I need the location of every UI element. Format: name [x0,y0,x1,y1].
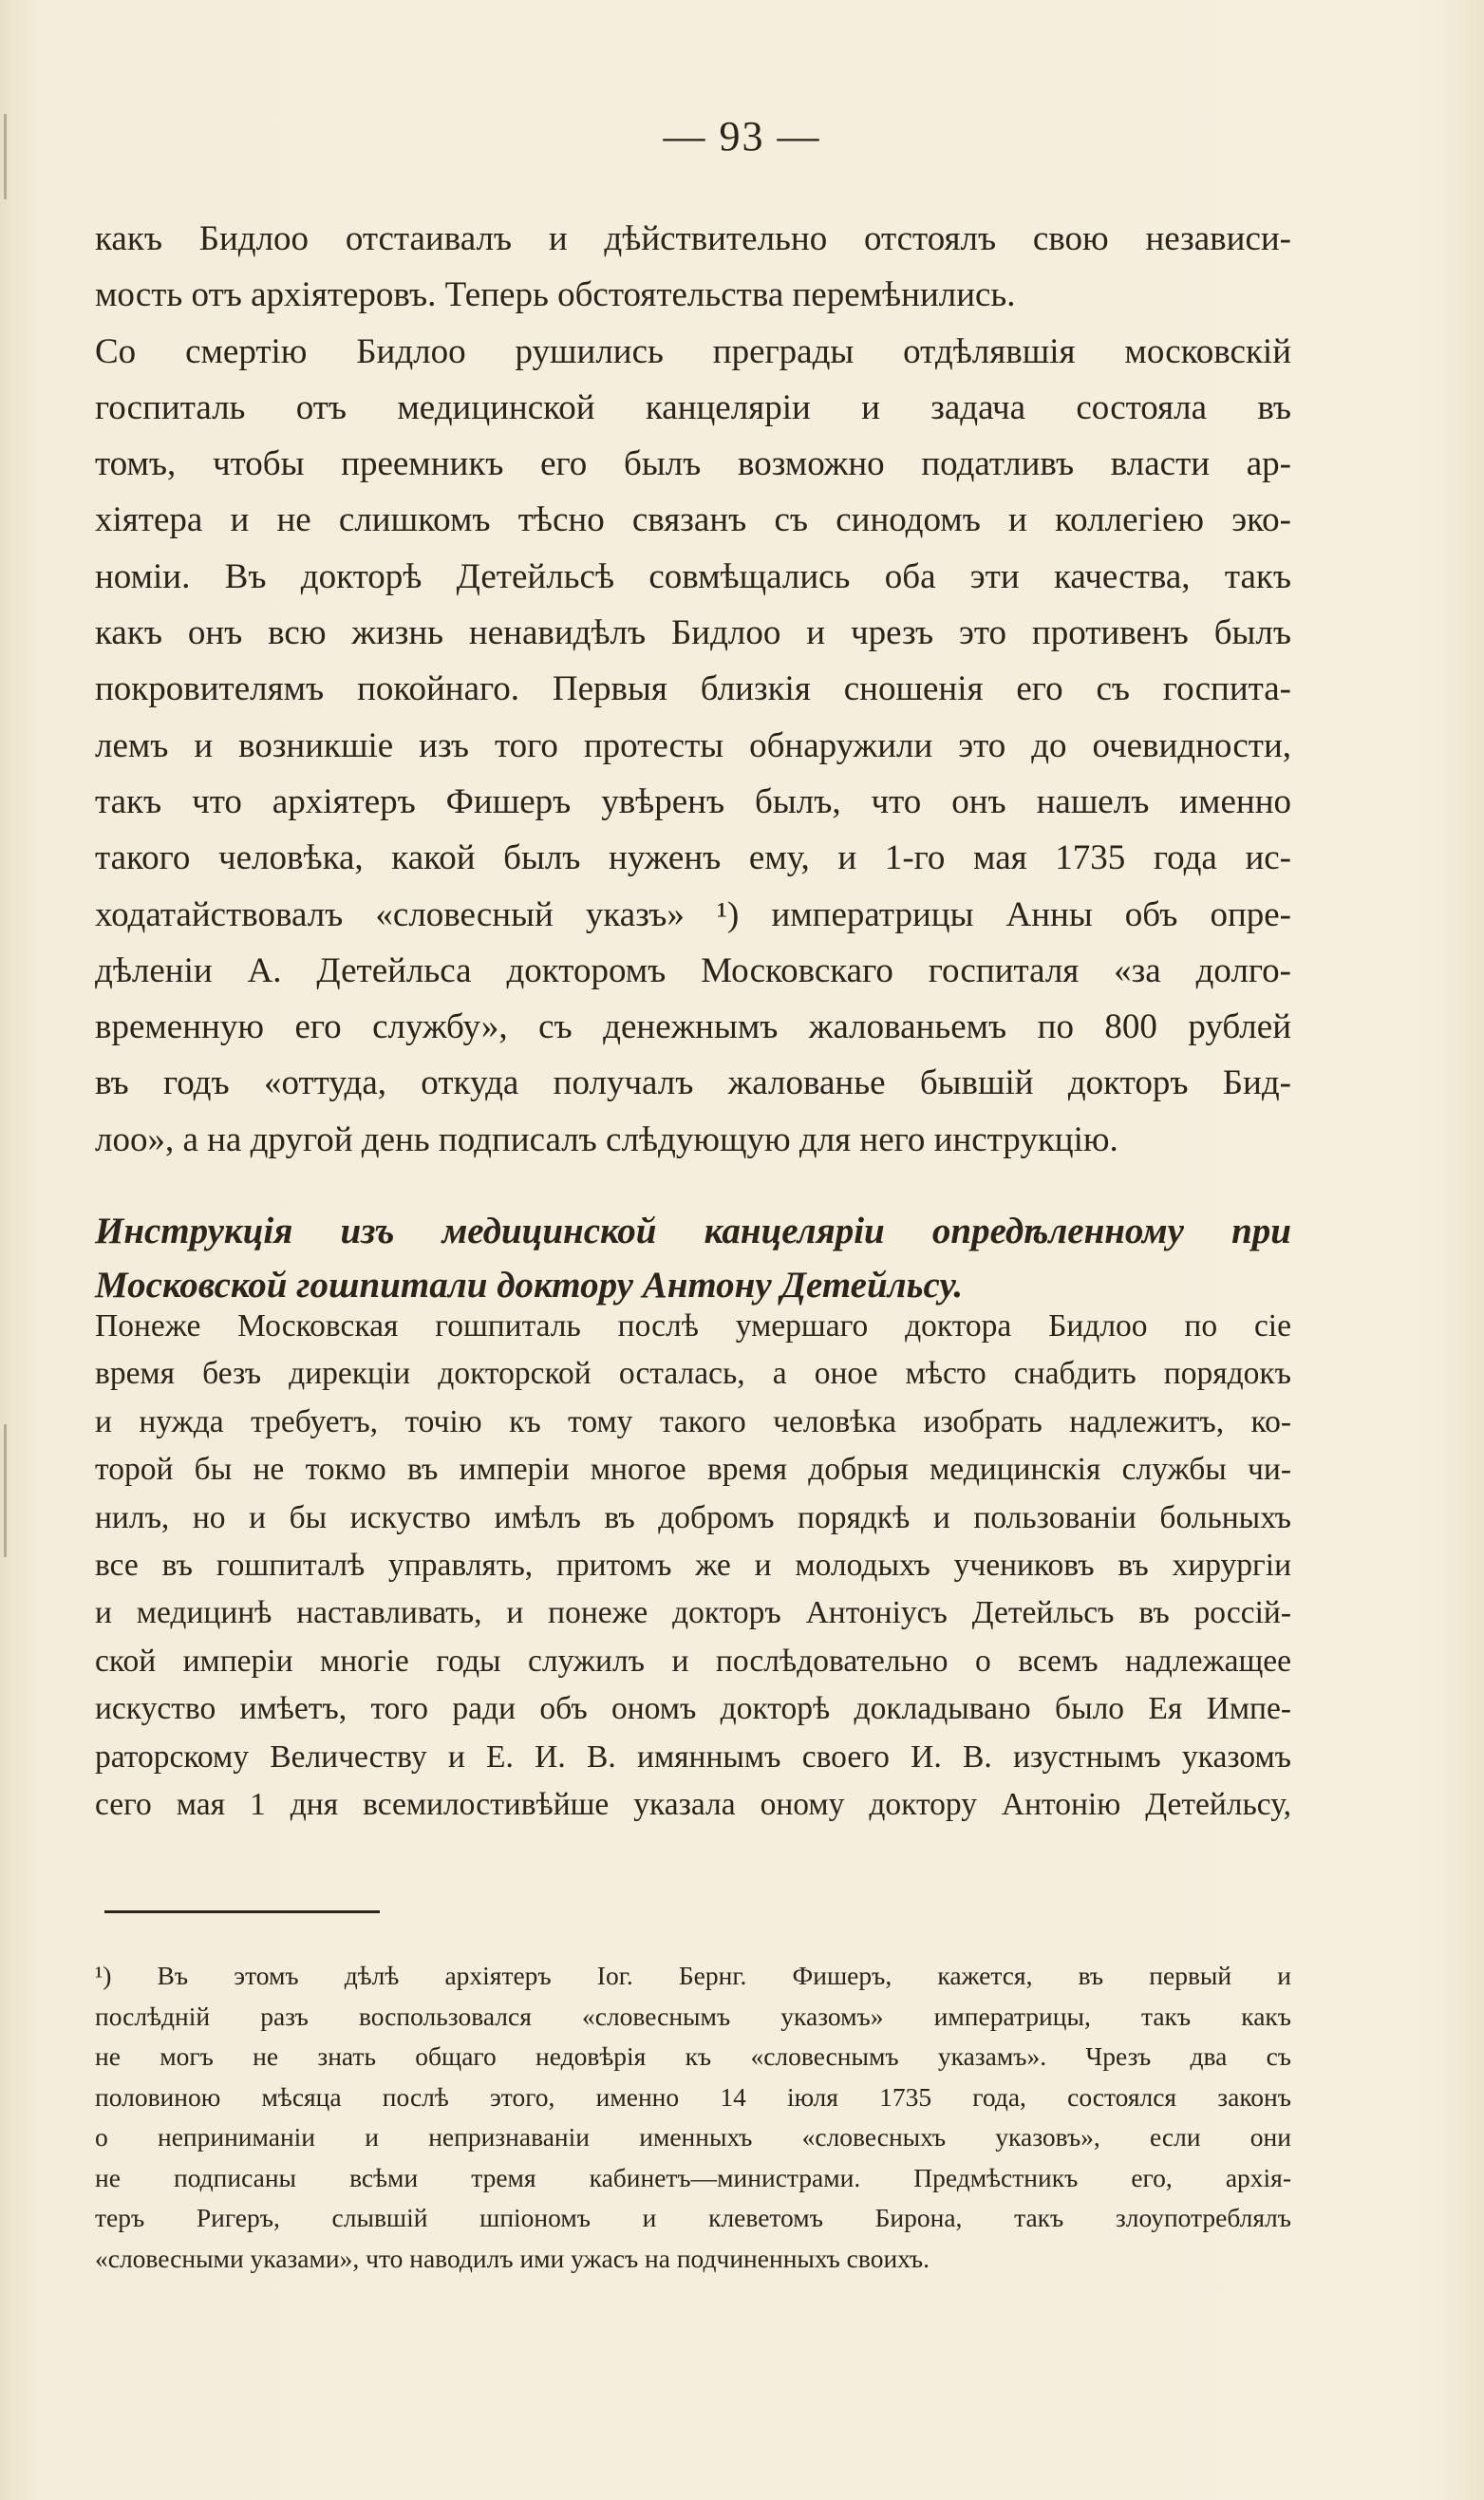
text-line: нилъ, но и бы искуство имѣлъ въ добромъ порядкѣ и пользованіи больныхъ [95,1499,1291,1535]
text-line: сего мая 1 дня всемилостивѣйше указала оному доктору Антонію Детейльсу, [95,1786,1291,1822]
text-line: торой бы не токмо въ имперіи многое время добрыя медицинскія службы чи- [95,1452,1291,1488]
text-line: Со смертію Бидлоо рушились преграды отдѣлявшія московскій [95,331,1291,371]
text-line: и нужда требуетъ, точію къ тому такого человѣка изобрать надлежитъ, ко- [95,1403,1291,1439]
page-number: — 93 — [663,113,821,160]
text-line: ходатайствовалъ «словесный указъ» ¹) императрицы Анны объ опре- [95,894,1291,934]
instruction-text [95,1303,1291,1829]
text-line: въ годъ «оттуда, откуда получалъ жалованье бывшій докторъ Бид- [95,1063,1291,1103]
text-line: временную его службу», съ денежнымъ жалованьемъ по 800 рублей [95,1007,1291,1047]
footnote-line: «словесными указами», что наводилъ ими ужасъ на подчиненныхъ своихъ. [95,2243,930,2273]
text-line: ской имперіи многіе годы служилъ и послѣдовательно о всемъ надлежащее [95,1643,1291,1679]
text-line: такъ что архіятеръ Фишеръ увѣренъ былъ, что онъ нашелъ именно [95,781,1291,821]
page-edge-mark [4,1424,7,1557]
footnote-line: не подписаны всѣми тремя кабинетъ—министрами. Предмѣстникъ его, архія- [95,2162,1291,2192]
text-line: лоо», а на другой день подписалъ слѣдующую для него инструкцію. [95,1119,1118,1159]
footnote-line: половиною мѣсяца послѣ этого, именно 14 іюля 1735 года, состоялся законъ [95,2081,1291,2112]
text-line: покровителямъ покойнаго. Первыя близкія сношенія его съ госпита- [95,669,1291,709]
main-text [95,211,1291,1168]
text-line: госпиталь отъ медицинской канцеляріи и задача состояла въ [95,387,1291,427]
text-line: мость отъ архіятеровъ. Теперь обстоятельства перемѣнились. [95,275,1016,315]
text-line: номіи. Въ докторѣ Детейльсѣ совмѣщались оба эти качества, такъ [95,556,1291,596]
text-line: такого человѣка, какой былъ нуженъ ему, и 1-го мая 1735 года ис- [95,838,1291,878]
footnote-line: ¹) Въ этомъ дѣлѣ архіятеръ Іог. Бернг. Фишеръ, кажется, въ первый и [95,1961,1291,1990]
text-line: искуство имѣетъ, того ради объ ономъ докторѣ докладывано было Ея Импе- [95,1691,1291,1727]
text-line: Понеже Московская гошпиталь послѣ умершаго доктора Бидлоо по сіе [95,1308,1291,1344]
heading-line: Московской гошпитали доктору Антону Детейльсу. [95,1265,964,1306]
text-line: хіятера и не слишкомъ тѣсно связанъ съ синодомъ и коллегіею эко- [95,500,1291,540]
text-line: все въ гошпиталѣ управлять, притомъ же и молодыхъ учениковъ въ хирургіи [95,1547,1291,1583]
text-line: какъ Бидлоо отстаивалъ и дѣйствительно отстоялъ свою независи- [95,219,1291,258]
footnote-line: послѣдній разъ воспользовался «словеснымъ указомъ» императрицы, такъ какъ [95,2001,1291,2031]
text-line: раторскому Величеству и Е. И. В. имяннымъ своего И. В. изустнымъ указомъ [95,1739,1291,1775]
text-line: томъ, чтобы преемникъ его былъ возможно податливъ власти ар- [95,444,1291,484]
text-line: дѣленіи А. Детейльса докторомъ Московскаго госпиталя «за долго- [95,950,1291,990]
section-heading [95,1204,1291,1312]
footnote-line: не могъ не знать общаго недовѣрія къ «словеснымъ указамъ». Чрезъ два съ [95,2041,1291,2071]
footnote-line: теръ Ригеръ, слывшій шпіономъ и клеветомъ Бирона, такъ злоупотреблялъ [95,2203,1291,2232]
text-line: время безъ дирекціи докторской осталась, а оное мѣсто снабдить порядокъ [95,1356,1291,1392]
footnote [95,1956,1291,2279]
footnote-divider [104,1910,380,1913]
text-line: какъ онъ всю жизнь ненавидѣлъ Бидлоо и чрезъ это противенъ былъ [95,613,1291,653]
text-line: лемъ и возникшіе изъ того протесты обнаружили это до очевидности, [95,725,1291,765]
footnote-line: о неприниманіи и непризнаваніи именныхъ «словесныхъ указовъ», если они [95,2122,1291,2152]
heading-line: Инструкція изъ медицинской канцеляріи опредѣленному при [95,1211,1291,1251]
text-line: и медицинѣ наставливать, и понеже докторъ Антоніусъ Детейльсъ въ россій- [95,1595,1291,1631]
